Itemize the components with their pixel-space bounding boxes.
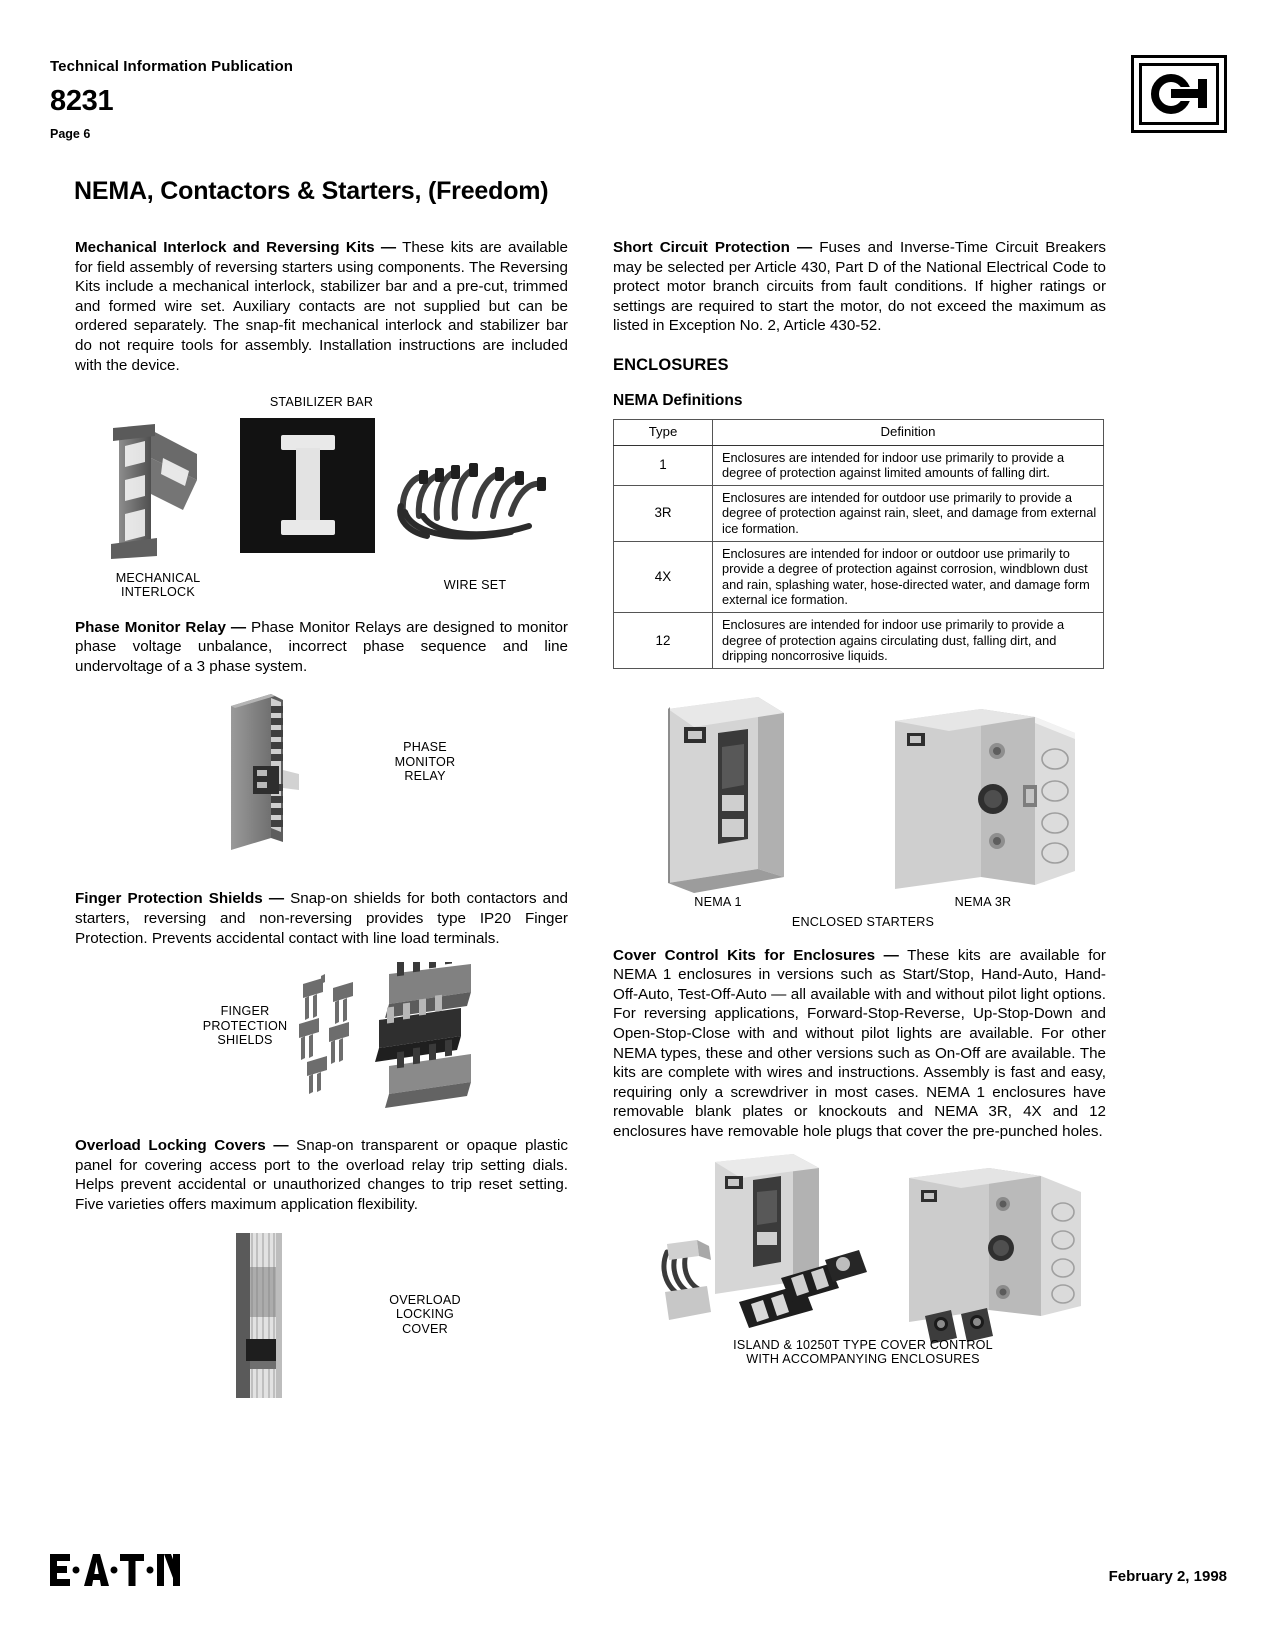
- short-circuit-protection-body: Fuses and Inverse-Time Circuit Breakers may be selected per Article 430, Part D of the National Electrical Code to protect motor branch circuits from fault conditions. If higher ratings or settings are required to start the motor, do not exceed the maximum as listed in Exception No. 2, Article 430-52.: [613, 239, 1106, 335]
- cover-control-caption-line2: WITH ACCOMPANYING ENCLOSURES: [746, 1352, 980, 1367]
- overload-locking-cover-caption-line3: COVER: [402, 1321, 448, 1336]
- eaton-logo: [50, 1553, 180, 1587]
- cell-type: 3R: [614, 485, 713, 541]
- short-circuit-protection-paragraph: [613, 238, 1106, 336]
- mechanical-interlock-paragraph: [75, 238, 568, 375]
- nema-3r-enclosure-image: [885, 699, 1065, 899]
- wire-set-image: [393, 450, 553, 540]
- cell-definition: Enclosures are intended for indoor or outdoor use primarily to provide a degree of protection against corrosion, windblown dust and rain, splashing water, hose-directed water, and damage form external ice formation.: [713, 541, 1104, 612]
- phase-monitor-relay-caption-line2: MONITOR: [394, 754, 456, 769]
- mechanical-interlock-caption-line1: MECHANICAL: [115, 570, 201, 585]
- publication-number: 8231: [50, 85, 114, 117]
- eaton-wordmark-icon: [50, 1552, 180, 1588]
- table-row: [614, 541, 1104, 612]
- publication-date: February 2, 1998: [1108, 1568, 1227, 1585]
- cover-control-caption: [633, 1338, 1093, 1367]
- finger-protection-shields-paragraph: [75, 889, 568, 948]
- overload-locking-covers-lead: Overload Locking Covers —: [75, 1137, 289, 1155]
- enclosed-starters-figure-group: [613, 683, 1106, 938]
- phase-monitor-relay-image: [225, 692, 320, 847]
- cell-type: 1: [614, 445, 713, 485]
- left-column: [75, 238, 568, 1423]
- finger-protection-shields-caption-line2: PROTECTION: [202, 1018, 288, 1033]
- phase-monitor-relay-caption-line1: PHASE: [403, 740, 447, 755]
- wire-set-caption: WIRE SET: [443, 577, 507, 592]
- finger-protection-shields-caption-line1: FINGER: [220, 1004, 270, 1019]
- publication-label: Technical Information Publication: [50, 58, 294, 75]
- reversing-kit-figure-group: [75, 418, 568, 616]
- finger-protection-shields-caption-line3: SHIELDS: [217, 1033, 273, 1048]
- mechanical-interlock-caption-line2: INTERLOCK: [121, 585, 195, 600]
- phase-monitor-relay-figure-group: [75, 692, 568, 877]
- finger-protection-shields-body: Snap-on shields for both contactors and starters, reversing and non-reversing provides type IP20 Finger Protection. Prevents accidental contact with line load terminals.: [75, 890, 568, 947]
- phase-monitor-relay-caption-line3: RELAY: [404, 769, 446, 784]
- nema-1-caption: NEMA 1: [694, 894, 742, 909]
- cutler-hammer-logo-icon: [1131, 55, 1227, 133]
- cover-control-kits-paragraph: [613, 946, 1106, 1142]
- table-row: [614, 612, 1104, 668]
- overload-locking-cover-image: [230, 1233, 300, 1383]
- cell-definition: Enclosures are intended for indoor use primarily to provide a degree of protection against limited amounts of falling dirt.: [713, 445, 1104, 485]
- stabilizer-bar-caption: STABILIZER BAR: [269, 395, 374, 410]
- cell-type: 4X: [614, 541, 713, 612]
- finger-protection-shields-figure-group: [75, 962, 568, 1132]
- overload-locking-cover-figure-group: [75, 1233, 568, 1423]
- page-title: NEMA, Contactors & Starters, (Freedom): [74, 177, 549, 205]
- column-header-definition: Definition: [713, 419, 1104, 445]
- mechanical-interlock-lead: Mechanical Interlock and Reversing Kits —: [75, 239, 397, 256]
- phase-monitor-relay-caption: [360, 740, 490, 784]
- mechanical-interlock-image: [105, 424, 215, 559]
- cell-definition: Enclosures are intended for outdoor use primarily to provide a degree of protection against rain, sleet, and damage from external ice formation.: [713, 485, 1104, 541]
- column-header-type: Type: [614, 419, 713, 445]
- enclosures-heading: ENCLOSURES: [613, 355, 729, 374]
- phase-monitor-relay-body: Phase Monitor Relays are designed to monitor phase voltage unbalance, incorrect phase sequence and line undervoltage of a 3 phase system.: [75, 618, 568, 675]
- overload-locking-cover-caption: [360, 1293, 490, 1337]
- overload-locking-cover-caption-line2: LOCKING: [395, 1307, 455, 1322]
- cell-definition: Enclosures are intended for indoor use primarily to provide a degree of protection agains circulating dust, falling dirt, and dripping noncorrosive liquids.: [713, 612, 1104, 668]
- table-header-row: [614, 419, 1104, 445]
- nema-definitions-heading: NEMA Definitions: [613, 391, 743, 409]
- cover-control-caption-line1: ISLAND & 10250T TYPE COVER CONTROL: [733, 1337, 993, 1352]
- enclosed-starters-caption: ENCLOSED STARTERS: [791, 914, 935, 929]
- cover-control-figure-group: [613, 1152, 1106, 1367]
- cover-control-kits-body: These kits are available for NEMA 1 enclosures in versions such as Start/Stop, Hand-Auto, Hand-Off-Auto, Test-Off-Auto — all available with and without pilot light options. For reversing applications, Forward-Stop-Reverse, Up-Stop-Down and Open-Stop-Close with and without pilot lights are available. For other NEMA types, these and other versions such as On-Off are available. The kits are complete with wires and instructions. Assembly is fast and easy, requiring only a screwdriver in most cases. NEMA 1 enclosures have removable blank plates or knockouts and NEMA 3R, 4X and 12 enclosures have removable hole plugs that cover the pre-punched holes.: [613, 946, 1106, 1141]
- overload-locking-covers-paragraph: [75, 1136, 568, 1214]
- cell-type: 12: [614, 612, 713, 668]
- stabilizer-bar-image: [240, 418, 375, 553]
- nema-3r-caption: NEMA 3R: [954, 894, 1012, 909]
- cover-control-nema3r-image: [895, 1164, 1090, 1349]
- table-row: [614, 445, 1104, 485]
- page-label: Page 6: [50, 127, 91, 141]
- nema-1-enclosure-image: [648, 687, 784, 887]
- mechanical-interlock-caption: [83, 571, 233, 600]
- overload-locking-cover-caption-line1: OVERLOAD: [389, 1292, 461, 1307]
- right-column: [613, 238, 1106, 1367]
- mechanical-interlock-body: These kits are available for field assembly of reversing starters using components. The Reversing Kits include a mechanical interlock, stabilizer bar and a pre-cut, trimmed and formed wire set. Auxiliary contacts are not supplied but can be ordered separately. The snap-fit mechanical interlock and stabilizer bar do not require tools for assembly. Installation instructions are included with the device.: [75, 239, 568, 374]
- cover-control-enclosure-image: [653, 1152, 873, 1342]
- finger-protection-shields-image: [285, 962, 495, 1097]
- short-circuit-protection-lead: Short Circuit Protection —: [613, 239, 813, 256]
- table-row: [614, 485, 1104, 541]
- finger-protection-shields-lead: Finger Protection Shields —: [75, 890, 285, 908]
- overload-locking-covers-body: Snap-on transparent or opaque plastic panel for covering access port to the overload relay trip setting dials. Helps prevent accidental or unauthorized changes to trip reset setting. Five varieties offers maximum application flexibility.: [75, 1137, 568, 1213]
- nema-definitions-table: [613, 419, 1104, 669]
- phase-monitor-relay-lead: Phase Monitor Relay —: [75, 618, 247, 636]
- phase-monitor-relay-paragraph: [75, 618, 568, 677]
- cover-control-kits-lead: Cover Control Kits for Enclosures —: [613, 946, 899, 964]
